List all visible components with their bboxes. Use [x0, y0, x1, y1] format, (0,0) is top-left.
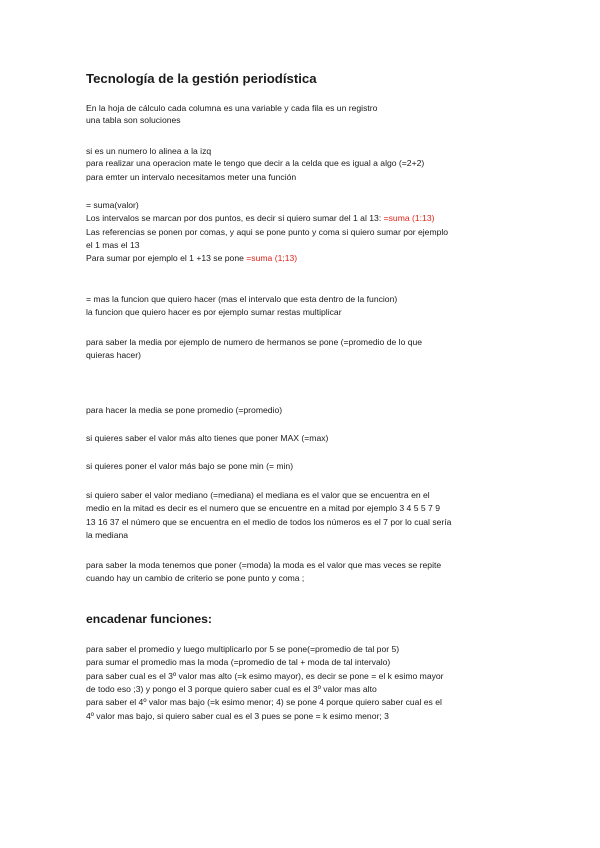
text-line: de todo eso ;3) y pongo el 3 porque quiero saber cual es el 3º valor mas alto [86, 684, 377, 694]
text-line: para hacer la media se pone promedio (=promedio) [86, 405, 283, 415]
text-line: para saber cual es el 3º valor mas alto (=k esimo mayor), es decir se pone = el k esimo mayor [86, 671, 444, 681]
intervals-text: Los intervalos se marcan por dos puntos, es decir si quiero sumar del 1 al 13: [86, 213, 384, 223]
text-line: para saber la media por ejemplo de numero de hermanos se pone (=promedio de lo que [86, 337, 423, 347]
text-line: para realizar una operacion mate le tengo que decir a la celda que es igual a algo (=2+2) [86, 158, 425, 168]
text-line: cuando hay un cambio de criterio se pone punto y coma ; [86, 573, 305, 583]
text-line: si quieres poner el valor más bajo se pone min (= min) [86, 461, 294, 471]
text-line [86, 213, 434, 224]
text-line: Las referencias se ponen por comas, y aqui se pone punto y coma si quiero sumar por ejemplo [86, 227, 449, 237]
text-line: si quieres saber el valor más alto tienes que poner MAX (=max) [86, 433, 329, 443]
text-line: = suma(valor) [86, 200, 139, 210]
text-line: la mediana [86, 530, 129, 540]
formula-highlight: =suma (1;13) [246, 253, 298, 263]
text-line [86, 253, 297, 264]
text-line: para saber la moda tenemos que poner (=moda) la moda es el valor que mas veces se repite [86, 560, 442, 570]
text-line: una tabla son soluciones [86, 115, 181, 125]
text-line: para sumar el promedio mas la moda (=promedio de tal + moda de tal intervalo) [86, 657, 391, 667]
text-line: = mas la funcion que quiero hacer (mas el intervalo que esta dentro de la funcion) [86, 294, 398, 304]
section-heading: encadenar funciones: [86, 612, 212, 626]
text-line: 4º valor mas bajo, si quiero saber cual es el 3 pues se pone = k esimo menor; 3 [86, 711, 389, 721]
text-line: si quiero saber el valor mediano (=mediana) el mediana es el valor que se encuentra en el [86, 490, 430, 500]
text-line: para saber el 4º valor mas bajo (=k esimo menor; 4) se pone 4 porque quiero saber cual es el [86, 697, 442, 707]
text-line: el 1 mas el 13 [86, 240, 140, 250]
sum-text: Para sumar por ejemplo el 1 +13 se pone [86, 253, 247, 263]
text-line: En la hoja de cálculo cada columna es una variable y cada fila es un registro [86, 103, 378, 113]
document-title: Tecnología de la gestión periodística [86, 71, 317, 86]
text-line: si es un numero lo alinea a la izq [86, 146, 212, 156]
text-line: quieras hacer) [86, 350, 141, 360]
text-line: para saber el promedio y luego multiplicarlo por 5 se pone(=promedio de tal por 5) [86, 644, 400, 654]
text-line: medio en la mitad es decir es el numero que se encuentre en a mitad por ejemplo 3 4 5 5 7 9 [86, 503, 440, 513]
formula-highlight: =suma (1:13) [383, 213, 435, 223]
text-line: para emter un intervalo necesitamos meter una función [86, 172, 297, 182]
text-line: 13 16 37 el número que se encuentra en el medio de todos los números es el 7 por lo cual sería [86, 517, 452, 527]
text-line: la funcion que quiero hacer es por ejemplo sumar restas multiplicar [86, 307, 342, 317]
